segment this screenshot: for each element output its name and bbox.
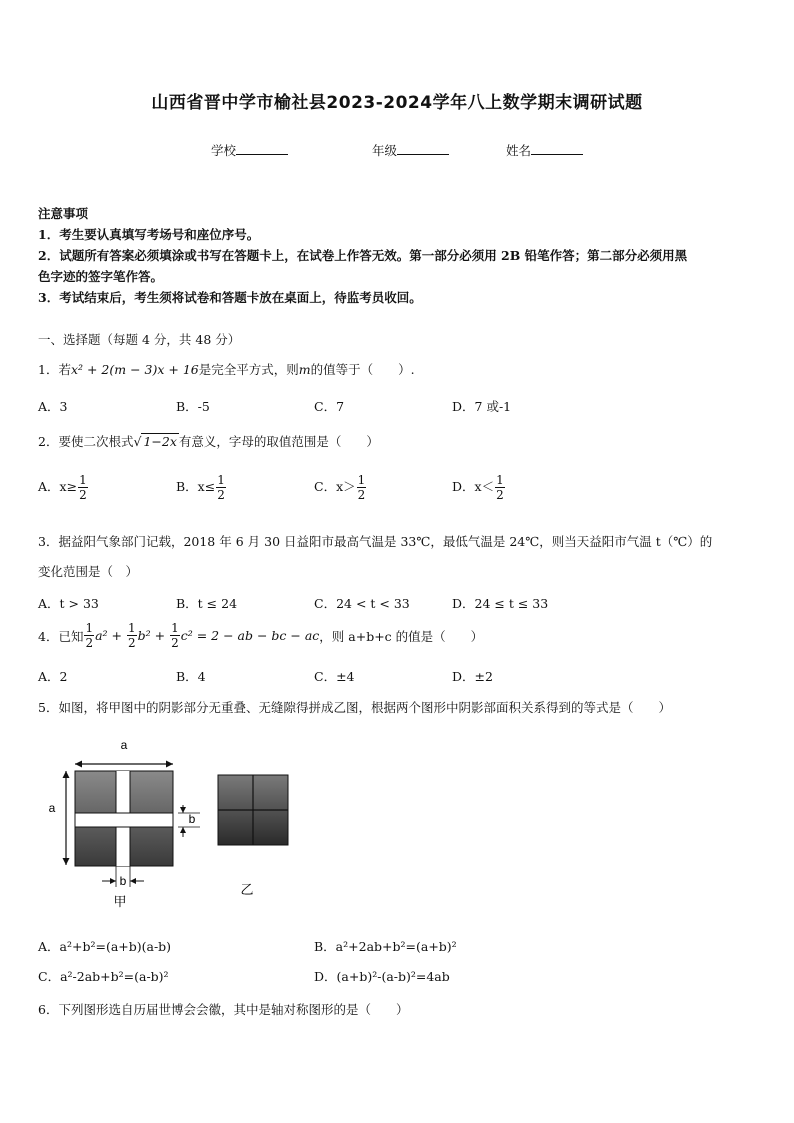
grade-field [372,141,449,159]
q2-option-a-fraction [78,474,88,501]
arrow-a-top [75,761,173,768]
school-blank [236,142,288,155]
q1-option-a: A．3 [38,399,68,414]
q5-option-c: C．a²-2ab+b²=(a-b)² [38,969,169,984]
notice-item-2: 2．试题所有答案必须填涂或书写在答题卡上，在试卷上作答无效。第一部分必须用 2B 铅笔作答；第二部分必须用黑 [38,248,688,263]
name-field [506,141,583,159]
q4-suffix: ，则 a+b+c 的值是（ ） [319,628,484,644]
q2-option-a [38,474,89,501]
q2-prefix: 2．要使二次根式 [38,434,134,449]
q4-prefix: 4．已知 [38,628,84,644]
notice-item-1: 1．考生要认真填写考场号和座位序号。 [38,227,260,242]
label-a-top: a [120,738,128,752]
q4-rhs: = 2 − ab − bc − ac [196,628,320,643]
page-title: 山西省晋中学市榆社县2023-2024学年八上数学期末调研试题 [151,93,643,113]
q4-option-b: B．4 [176,669,206,684]
notice-item-2-cont: 色字迹的签字笔作答。 [38,269,164,284]
q1-option-c: C．7 [314,399,345,414]
q1-option-d: D．7 或-1 [452,399,512,414]
q2-option-d [452,474,506,501]
q2-option-c-fraction [357,474,367,501]
q2-option-a-label: A．x≥ [38,479,78,494]
arrow-a-left [63,771,70,865]
fraction-denominator: 2 [127,636,136,650]
name-blank [531,142,583,155]
question-4 [38,622,483,649]
name-label: 姓名 [506,143,532,158]
fraction-denominator: 2 [79,488,87,502]
q1-option-b: B．-5 [176,399,210,414]
q4-option-d: D．±2 [452,669,493,684]
q2-suffix: 有意义，字母的取值范围是（ ） [178,434,379,449]
q2-option-c [314,474,367,501]
fraction-numerator: 1 [357,473,366,487]
fraction-denominator: 2 [496,488,504,502]
q1-variable: m [298,362,311,377]
grade-label: 年级 [372,143,398,158]
q2-option-d-fraction [495,474,505,501]
question-3-line-1: 3．据益阳气象部门记载，2018 年 6 月 30 日益阳市最高气温是 33℃，最低气温是 24℃，则当天益阳市气温 t（℃）的 [38,534,713,549]
school-label: 学校 [211,143,237,158]
plus-icon: + [107,628,126,643]
question-6: 6．下列图形选自历届世博会会徽，其中是轴对称图形的是（ ） [38,1002,409,1017]
q4-term-b: b² [137,628,151,643]
label-b-right: b [188,812,196,826]
q4-option-c: C．±4 [314,669,355,684]
label-a-left: a [48,801,56,815]
fraction-numerator: 1 [496,473,504,487]
fraction-numerator: 1 [85,621,94,635]
q3-option-a: A．t > 33 [38,596,99,611]
q4-term-a: a² [95,628,108,643]
notice-item-3: 3．考试结束后，考生须将试卷和答题卡放在桌面上，待监考员收回。 [38,290,422,305]
question-3-line-2: 变化范围是（ ） [38,564,139,579]
fraction-numerator: 1 [171,621,179,635]
q2-radicand: 1−2x [143,434,177,449]
q4-term-c: c² [180,628,193,643]
q1-prefix: 1．若 [38,362,71,377]
q1-suffix: 是完全平方式，则 [198,362,299,377]
figure-yi [218,775,288,845]
question-1 [38,360,415,378]
plus-icon: + [150,628,170,643]
label-b-bottom: b [119,874,127,888]
fraction-denominator: 2 [85,636,94,650]
fraction-numerator: 1 [127,621,136,635]
q2-option-b-label: B．x≤ [176,479,216,494]
q3-option-c: C．24 < t < 33 [314,596,410,611]
fraction-denominator: 2 [217,488,225,502]
q5-option-b: B．a²+2ab+b²=(a+b)² [314,939,457,954]
q4-fraction-1 [84,622,94,649]
q4-fraction-2 [127,622,137,649]
fraction-numerator: 1 [79,473,87,487]
q5-option-d: D．(a+b)²-(a-b)²=4ab [314,969,450,984]
q1-tail: 的值等于（ ）. [310,362,415,377]
question-2 [38,432,379,450]
figure-jia [75,771,173,866]
grade-blank [397,142,449,155]
q2-option-c-label: C．x＞ [314,479,356,494]
q1-expression: x² + 2(m − 3)x + 16 [70,362,199,377]
caption-yi: 乙 [240,883,254,898]
question-5: 5．如图，将甲图中的阴影部分无重叠、无缝隙得拼成乙图，根据两个图形中阴影部面积关系得到的等式是（ ） [38,700,671,715]
q2-option-b-fraction [216,474,226,501]
q5-figure [40,735,310,915]
q2-option-d-label: D．x＜ [452,479,495,494]
q3-option-b: B．t ≤ 24 [176,596,238,611]
fraction-numerator: 1 [217,473,225,487]
school-field [211,141,288,159]
q3-option-d: D．24 ≤ t ≤ 33 [452,596,549,611]
notice-heading: 注意事项 [38,206,89,221]
q2-option-b [176,474,227,501]
q4-fraction-3 [170,622,180,649]
fraction-denominator: 2 [171,636,179,650]
section-heading: 一、选择题（每题 4 分，共 48 分） [38,332,241,347]
caption-jia: 甲 [113,895,127,910]
q4-option-a: A．2 [38,669,68,684]
sqrt-icon: √ [133,434,142,449]
fraction-denominator: 2 [357,488,366,502]
q5-option-a: A．a²+b²=(a+b)(a-b) [38,939,172,954]
